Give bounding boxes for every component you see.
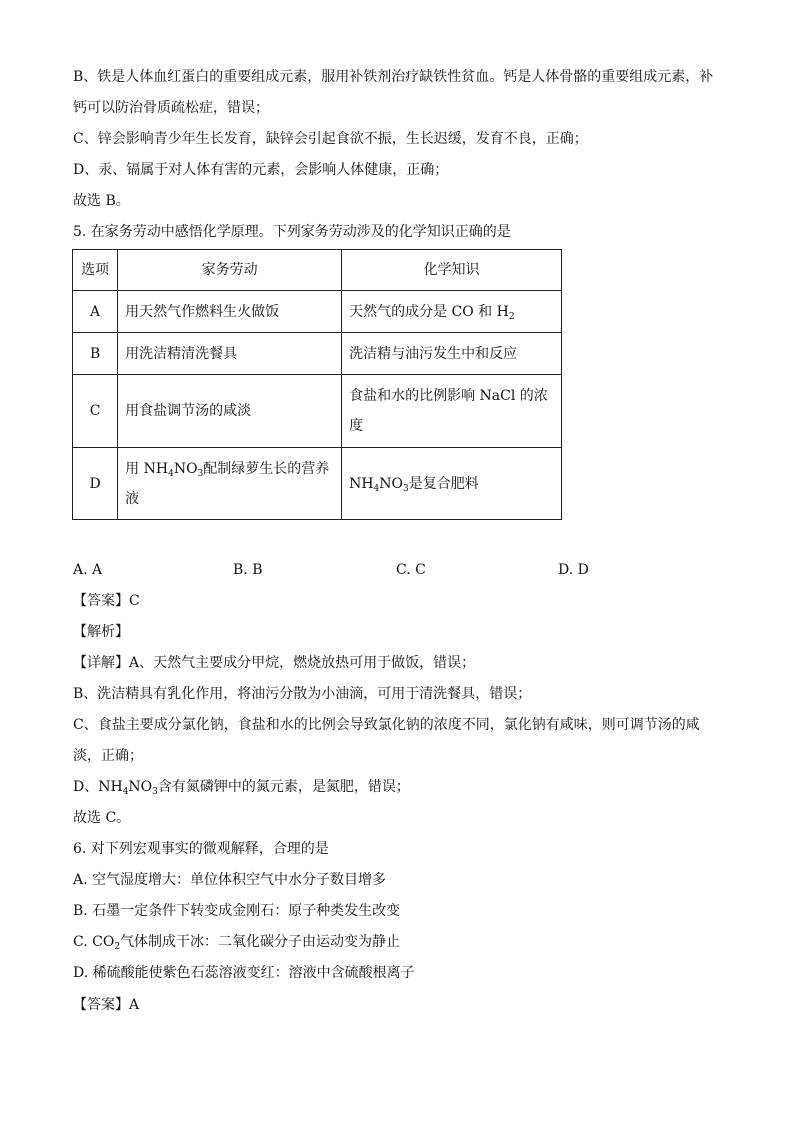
- q5-detail-c-line1: C、食盐主要成分氯化钠，食盐和水的比例会导致氯化钠的浓度不同，氯化钠有咸味，则可调节汤的咸: [73, 717, 700, 733]
- row-knowledge: 食盐和水的比例影响 NaCl 的浓 度: [342, 375, 562, 448]
- table-row: [73, 291, 562, 333]
- row-labor: 用 $NH_4NO_3$配制绿萝生长的营养 液: [118, 448, 342, 520]
- q5-detail-c-line2: 淡，正确；: [73, 748, 143, 764]
- row-knowledge: 洗洁精与油污发生中和反应: [342, 333, 562, 375]
- table-row: [73, 333, 562, 375]
- q6-stem: 6. 对下列宏观事实的微观解释，合理的是: [73, 841, 329, 857]
- q5-detail-b: B、洗洁精具有乳化作用，将油污分散为小油滴，可用于清洗餐具，错误；: [73, 686, 532, 702]
- q6-option-a: A. 空气湿度增大：单位体积空气中水分子数目增多: [73, 872, 387, 888]
- prev-analysis-b-line2: 钙可以防治骨质疏松症，错误；: [73, 100, 269, 116]
- q6-option-c: C. $CO_2$气体制成干冰：二氧化碳分子由运动变为静止: [73, 934, 401, 952]
- q5-stem: 5. 在家务劳动中感悟化学原理。下列家务劳动涉及的化学知识正确的是: [73, 224, 511, 240]
- q5-option-d: D. D: [558, 562, 589, 578]
- q5-option-c: C. C: [396, 562, 426, 578]
- q6-answer: 【答案】A: [73, 997, 140, 1013]
- q5-table: [72, 249, 562, 520]
- header-knowledge: 化学知识: [342, 250, 562, 291]
- row-knowledge: $NH_4NO_3$是复合肥料: [342, 448, 562, 520]
- prev-analysis-d: D、汞、镉属于对人体有害的元素，会影响人体健康，正确；: [73, 162, 449, 178]
- q5-option-b: B. B: [233, 562, 263, 578]
- row-option: C: [73, 375, 118, 448]
- header-labor: 家务劳动: [118, 250, 342, 291]
- q5-answer: 【答案】C: [73, 593, 140, 609]
- row-labor: 用天然气作燃料生火做饭: [118, 291, 342, 333]
- row-knowledge: 天然气的成分是 CO 和 $H_2$: [342, 291, 562, 333]
- row-labor: 用食盐调节汤的咸淡: [118, 375, 342, 448]
- row-option: D: [73, 448, 118, 520]
- q5-analysis-heading: 【解析】: [73, 624, 129, 640]
- table-header-row: [73, 250, 562, 291]
- prev-choose: 故选 B。: [73, 193, 130, 209]
- row-labor: 用洗洁精清洗餐具: [118, 333, 342, 375]
- q5-detail-a: 【详解】A、天然气主要成分甲烷，燃烧放热可用于做饭，错误；: [73, 655, 476, 671]
- header-option: 选项: [73, 250, 118, 291]
- prev-analysis-c: C、锌会影响青少年生长发育，缺锌会引起食欲不振，生长迟缓，发育不良，正确；: [73, 131, 588, 147]
- table-row: [73, 375, 562, 448]
- row-option: B: [73, 333, 118, 375]
- q5-detail-d: D、$NH_4NO_3$含有氮磷钾中的氮元素，是氮肥，错误；: [73, 779, 410, 797]
- row-option: A: [73, 291, 118, 333]
- q5-option-a: A. A: [73, 562, 103, 578]
- q5-choose: 故选 C。: [73, 810, 131, 826]
- q6-option-d: D. 稀硫酸能使紫色石蕊溶液变红：溶液中含硫酸根离子: [73, 965, 415, 981]
- table-row: [73, 448, 562, 520]
- prev-analysis-b-line1: B、铁是人体血红蛋白的重要组成元素，服用补铁剂治疗缺铁性贫血。钙是人体骨骼的重要组成元素，补: [73, 69, 714, 85]
- q6-option-b: B. 石墨一定条件下转变成金刚石：原子种类发生改变: [73, 903, 401, 919]
